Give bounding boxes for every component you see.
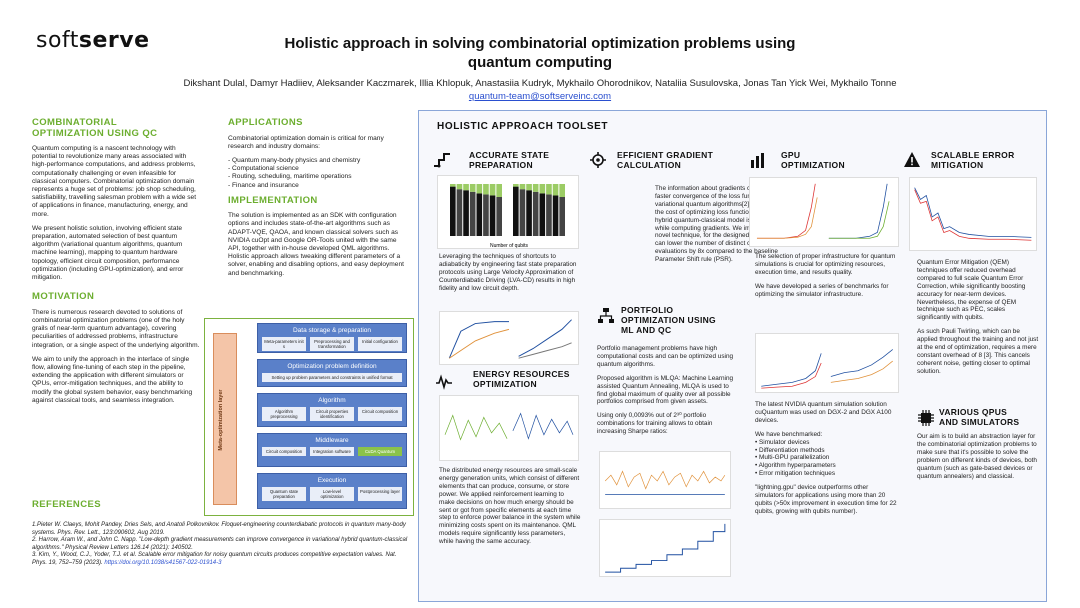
bar [457,189,463,236]
bar [559,197,565,236]
series-line [445,415,507,439]
ero-heading: ENERGY RESOURCES OPTIMIZATION [473,369,570,389]
bar [520,189,526,236]
bar [526,190,532,236]
gpu-heading: GPU OPTIMIZATION [781,150,845,170]
series-line [915,188,1032,238]
references-heading: REFERENCES [32,499,101,510]
implementation-heading: IMPLEMENTATION [228,194,318,206]
motivation-heading: MOTIVATION [32,291,95,303]
asp-bar-chart [437,175,579,249]
bar-chart-icon [749,151,767,169]
sharpe-step-chart [599,519,731,577]
vq-heading: VARIOUS QPUS AND SIMULATORS [939,407,1020,427]
bar [450,187,456,236]
series-line [761,363,821,388]
gpu-text-bottom: The latest NVIDIA quantum simulation solution cuQuantum was used on DGX-2 and DGX A100 devices. We have benchmarked: • Simulator devices • Differentiation methods • Multi-GPU parallelization • Algorithm hyperparameters • Error mitigation techniques "lightning.gpu" device outperforms other simulators for applications using more than 20 qubits (>50x improvement in execution time for 22 qubits, growing with qubits number). [755,401,897,515]
layer-execution: Execution Quantum state preparation Low-level optimization Postprocessing layer [257,473,407,509]
left-column [32,118,200,411]
series-line [757,197,817,238]
bar [513,187,519,236]
email-link[interactable]: quantum-team@softserveinc.com [468,91,612,102]
bar-remainder [450,184,456,187]
energy-chart [439,395,579,461]
applications-heading: APPLICATIONS [228,117,303,128]
middle-column [228,118,410,284]
gpu-timing-chart [755,333,899,393]
implementation-paragraph: The solution is implemented as an SDK with configuration options and includes state-of-the-art algorithms such as ADAPT-VQE, QAOA, and known classical solvers such as NVIDIA cuOpt and Google OR-Tools united with the same API, together with in-house developed QML algorithms. Holistic approach allows tweaking different parameters of a solver, enabling and disabling options, and easy deployment and benchmarking. [228,212,404,277]
bar-remainder [496,184,502,197]
fidelity-line-chart [439,311,579,365]
po-text: Portfolio management problems have high computational costs and can be optimized using quantum algorithms. Proposed algorithm is MLQA: Machine Learning assisted Quantum Annealing, MLQA is used to find global maximum of quality over all possible portfolios comprised from given assets. Using only 0,0093% out of 2³⁰ portfolio combinations for training allows to obtain increasing Sharpe ratios: [597,345,734,436]
co-heading: COMBINATORIAL OPTIMIZATION USING QC [32,117,158,139]
list-item: - Finance and insurance [228,181,299,189]
series-line [605,471,725,488]
toolset-panel [418,110,1047,602]
series-line [757,184,815,238]
po-heading: PORTFOLIO OPTIMIZATION USING ML AND QC [621,305,716,335]
bar [477,193,483,236]
bar-remainder [520,184,526,189]
bar-remainder [490,184,496,195]
layer-middleware: Middleware Circuit composition Integration software CuDA Quantum [257,433,407,467]
bar-remainder [553,184,559,195]
motivation-paragraph-2: We aim to unify the approach in the interface of single flow, allowing fine-tuning of each step in the pipeline, extending the application with different simulators or QPUs, error-mitigation techniques, and the ability to modify the global system behavior, easy benchmarking against classical tools, and seamless integration. [32,355,193,404]
layer-problem-definition: Optimization problem definition Setting up problem parameters and constraints in unified format [257,359,407,387]
vq-text: Our aim is to build an abstraction layer for the combinatorial optimization problems to make sure that it's possible to solve the problem on different kinds of devices, both quantum (such as gate-based devices or quantum annealers) and classical. [917,433,1037,480]
reference-item: 2. Harrow, Aram W., and John C. Napp. "Low-depth gradient measurements can improve convergence in variational hybrid quantum-classical algorithms." Physical Review Letters 126.14 (2021): 140502. [32,537,408,551]
bar-remainder [526,184,532,190]
list-item: - Computational science [228,165,299,173]
step-function-icon [433,151,451,169]
asp-heading: ACCURATE STATE PREPARATION [469,150,550,170]
ero-text: The distributed energy resources are small-scale energy generation units, which consist of different elements that can produce, consume, or store power. We applied reinforcement learning to make decisions on how much energy should be sent or got from specific elements at each time step to enforce power balance in the system while minimizing costs spent on its maintenance. QML models require significantly less parameters, while having the same accuracy. [439,467,581,546]
x-axis-label: Number of qubits [489,243,529,249]
signal-icon [435,373,453,391]
series-line [519,343,572,358]
bar-remainder [546,184,552,194]
layer-data-storage: Data storage & preparation Meta-parameters init s Preprocessing and transformation Initial configuration [257,323,407,353]
bar [553,195,559,236]
sharpe-line-chart [599,451,731,509]
series-line [513,413,573,438]
list-item: - Quantum many-body physics and chemistry [228,156,361,164]
bar [533,192,539,236]
architecture-diagram [204,318,414,516]
bar [496,197,502,236]
bar [546,194,552,236]
toolset-title: HOLISTIC APPROACH TOOLSET [437,121,609,132]
poster-title-line1: Holistic approach in solving combinatorial optimization problems using [284,35,796,52]
sem-text: Quantum Error Mitigation (QEM) techniques offer reduced overhead compared to full scale Quantum Error Correction, while significantly boosting accuracy for near-term devices. Nevertheless, the expense of QEM technique such as PEC, scales significantly with qubits. As such Pauli Twirling, which can be applied throughout the training and not just at the end of optimization, requires a mere constant overhead of 8 [3]. This cancels coherent noise, getting closer to optimal solution. [917,259,1039,375]
applications-list [228,157,410,190]
layer-algorithm: Algorithm Algorithm preprocessing Circuit properties identification Circuit composition [257,393,407,427]
references-list [32,522,412,568]
series-line [761,353,821,386]
bar [540,193,546,236]
hierarchy-icon [597,307,615,325]
bar [463,190,469,236]
authors: Dikshant Dulal, Damyr Hadiiev, Aleksander Kaczmarek, Illia Khlopuk, Anastasiia Kudryk, Mykhailo Ohorodnikov, Nataliia Susulovska, Jonas Tan Yick Wei, Mykhailo Tonne [183,78,897,89]
gpu-text-top: The selection of proper infrastructure for quantum simulations is crucial for optimizing resources, execution time, and results quality. We have developed a series of benchmarks for optimizing the simulator infrastructure. [755,253,896,298]
series-line [449,329,509,358]
series-line [605,524,725,572]
bar-remainder [477,184,483,193]
warning-icon [903,151,921,169]
sem-heading: SCALABLE ERROR MITIGATION [931,150,1015,170]
bar-remainder [559,184,565,197]
series-line [915,190,1032,241]
bar [470,192,476,236]
egc-heading: EFFICIENT GRADIENT CALCULATION [617,150,714,170]
bar [490,195,496,236]
series-line [831,361,893,382]
co-paragraph-1: Quantum computing is a nascent technology with potential to revolutionize many areas associated with high-performance computations, and address problems, computationally challenging or even infeasible for classical computers. Combinatorial optimization domain represents a huge set of problems: job shop scheduling, satisfiability, travelling salesman problem with a wide set of applications in finance, manufacturing, energy, and more. [32,145,197,218]
asp-text: Leveraging the techniques of shortcuts to adiabaticity by engineering fast state preparation protocols using Large Velocity Approximation of Counterdiabatic Driving (LVA-CD) results in high fidelity and low circuit depth. [439,253,577,292]
poster-title-line2: quantum computing [467,54,613,71]
error-mitigation-chart [909,177,1037,251]
egc-text: The information about gradients can lead to faster convergence of the loss function in variational quantum algorithms[2]. However, the cost of optimizing loss functions in a hybrid quantum-classical model is very high while computing gradients. We implement a novel technique, for the designed ansatz that can lower the number of distinct circuit evaluations by 8x compared to the baseline Parameter Shift rule (PSR). [655,185,783,264]
list-item: - Routing, scheduling, maritime operations [228,173,352,181]
reference-item: 3. Kim, Y., Wood, C.J., Yoder, T.J. et al. Scalable error mitigation for noisy quantum circuits produces competitive expectation values. Nat. Phys. 19, 752–759 (2023). https://doi.org/10.1038/s41567-022-01914-3 [32,552,397,566]
meta-optimization-layer: Meta-optimization layer [213,333,237,505]
applications-paragraph: Combinatorial optimization domain is critical for many research and industry domains: [228,134,384,150]
bar [483,194,489,236]
bar-remainder [540,184,546,193]
series-line [831,349,893,376]
bar-remainder [513,184,519,187]
co-paragraph-2: We present holistic solution, involving efficient state preparation, automated selection of best quantum algorithm (variational quantum algorithms, quantum machine learning), mapping to quantum hardware topology, efficient circuit composition, performance optimization (including GPU-optimization), and error mitigation. [32,224,184,282]
reference-link[interactable]: https://doi.org/10.1038/s41567-022-01914-3 [104,559,222,566]
bar-remainder [457,184,463,189]
chip-icon [917,409,935,427]
gpu-benchmark-chart [749,177,899,247]
bar-remainder [533,184,539,192]
reference-item: 1.Pieter W. Claeys, Mohit Pandey, Dries Sels, and Anatoli Polkovnikov. Floquet-engineering counterdiabatic protocols in quantum many-body systems. Phys. Rev. Lett., 123:090602, Aug 2019. [32,522,406,536]
softserve-logo: softserve [36,28,150,53]
bar-remainder [483,184,489,194]
gear-icon [589,151,607,169]
motivation-paragraph-1: There is numerous research devoted to solutions of combinatorial optimization problems (one of the holy grails of near-term quantum advantage), covering peculiarities of addressed problems, infrastructure integration, or a single aspect of the underlying algorithm. [32,308,200,349]
poster-title [230,34,850,72]
series-line [829,184,887,238]
bar-remainder [463,184,469,190]
bar-remainder [470,184,476,192]
